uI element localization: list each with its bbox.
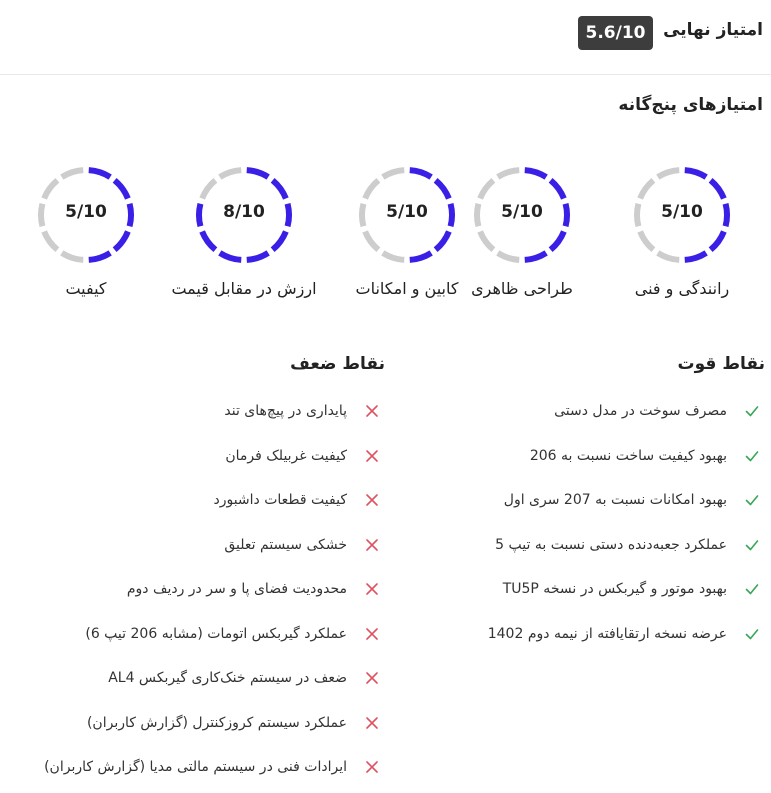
rating-label: کابین و امکانات: [355, 279, 459, 298]
rating-item: [171, 165, 317, 315]
ring-segment: [498, 253, 519, 260]
cross-icon: [363, 758, 381, 776]
check-icon: [743, 402, 761, 420]
ring-segment: [658, 253, 679, 260]
weakness-item: [85, 621, 381, 647]
rating-item: [632, 165, 732, 315]
cross-icon: [363, 669, 381, 687]
cross-icon: [363, 447, 381, 465]
score-header: [0, 0, 771, 75]
strength-text: مصرف سوخت در مدل دستی: [554, 403, 727, 419]
ring-segment: [365, 180, 378, 198]
check-icon: [743, 491, 761, 509]
ring-segment: [273, 231, 286, 249]
ring-segment: [115, 180, 128, 198]
check-icon: [743, 625, 761, 643]
ring-segment: [44, 180, 57, 198]
weakness-text: پایداری در پیچ‌های تند: [224, 403, 347, 419]
rating-value: 5/10: [386, 202, 428, 222]
strength-item: [530, 443, 761, 469]
weakness-text: عملکرد سیستم کروزکنترل (گزارش کاربران): [86, 714, 347, 731]
cross-icon: [363, 402, 381, 420]
ring-segment: [436, 231, 449, 249]
ring-segment: [410, 170, 431, 177]
weakness-item: [224, 398, 381, 424]
rating-item: [357, 165, 457, 315]
ring-segment: [711, 180, 724, 198]
weakness-item: [224, 532, 381, 558]
weakness-text: ایرادات فنی در سیستم مالتی مدیا (گزارش کاربران): [44, 759, 347, 775]
weakness-item: [127, 576, 381, 602]
ring-segment: [436, 180, 449, 198]
strength-text: عملکرد جعبه‌دنده دستی نسبت به تیپ 5: [495, 536, 727, 553]
strength-item: [495, 532, 761, 558]
ring-segment: [640, 180, 653, 198]
weakness-item: [44, 754, 381, 780]
weakness-text: خشکی سیستم تعلیق: [224, 536, 347, 553]
ring-segment: [89, 253, 110, 260]
strength-item: [504, 487, 761, 513]
final-score-label: امتیاز نهایی: [663, 20, 763, 40]
weakness-item: [108, 665, 381, 691]
ring-segment: [480, 231, 493, 249]
ring-segment: [220, 170, 241, 177]
strength-item: [503, 576, 761, 602]
ring-segment: [202, 231, 215, 249]
weakness-text: ضعف در سیستم خنک‌کاری گیربکس AL4: [108, 670, 347, 686]
ring-segment: [711, 231, 724, 249]
weaknesses-title: نقاط ضعف: [290, 354, 385, 374]
ratings-title: امتیازهای پنج‌گانه: [618, 95, 763, 115]
rating-value: 5/10: [65, 202, 107, 222]
weakness-text: عملکرد گیربکس اتومات (مشابه 206 تیپ 6): [85, 625, 347, 642]
strength-text: بهبود کیفیت ساخت نسبت به 206: [529, 447, 727, 464]
ring-segment: [685, 253, 706, 260]
cross-icon: [363, 625, 381, 643]
rating-label: طراحی ظاهری: [471, 279, 573, 298]
ring-segment: [383, 170, 404, 177]
rating-label: کیفیت: [65, 279, 107, 298]
ring-segment: [220, 253, 241, 260]
ring-segment: [498, 170, 519, 177]
weakness-text: محدودیت فضای پا و سر در ردیف دوم: [126, 581, 347, 597]
ring-segment: [247, 170, 268, 177]
ring-segment: [685, 170, 706, 177]
cross-icon: [363, 536, 381, 554]
ring-segment: [410, 253, 431, 260]
ring-segment: [273, 180, 286, 198]
rating-value: 5/10: [501, 202, 543, 222]
check-icon: [743, 536, 761, 554]
strengths-title: نقاط قوت: [677, 354, 765, 374]
strength-text: بهبود موتور و گیربکس در نسخه TU5P: [502, 581, 727, 597]
cross-icon: [363, 491, 381, 509]
rating-value: 8/10: [223, 202, 265, 222]
strength-item: [554, 398, 761, 424]
ring-segment: [44, 231, 57, 249]
weakness-item: [213, 487, 381, 513]
ring-segment: [525, 170, 546, 177]
weakness-text: کیفیت قطعات داشبورد: [213, 492, 347, 508]
rating-item: [36, 165, 136, 315]
rating-label: رانندگی و فنی: [634, 279, 730, 298]
ring-segment: [89, 170, 110, 177]
final-score-badge: 5.6/10: [578, 16, 653, 50]
ring-segment: [658, 170, 679, 177]
ring-segment: [62, 253, 83, 260]
ring-segment: [62, 170, 83, 177]
rating-label: ارزش در مقابل قیمت: [171, 279, 317, 298]
strength-text: عرضه نسخه ارتقایافته از نیمه دوم 1402: [487, 625, 727, 642]
ring-segment: [551, 180, 564, 198]
rating-item: [472, 165, 572, 315]
ring-segment: [640, 231, 653, 249]
strength-text: بهبود امکانات نسبت به 207 سری اول: [503, 492, 727, 508]
ring-segment: [115, 231, 128, 249]
ring-segment: [365, 231, 378, 249]
rating-value: 5/10: [661, 202, 703, 222]
weakness-item: [87, 710, 381, 736]
cross-icon: [363, 580, 381, 598]
weakness-text: کیفیت غربیلک فرمان: [225, 447, 347, 464]
ring-segment: [202, 180, 215, 198]
weakness-item: [225, 443, 381, 469]
check-icon: [743, 447, 761, 465]
ring-segment: [525, 253, 546, 260]
check-icon: [743, 580, 761, 598]
ring-segment: [247, 253, 268, 260]
cross-icon: [363, 714, 381, 732]
ring-segment: [383, 253, 404, 260]
strength-item: [488, 621, 761, 647]
ring-segment: [480, 180, 493, 198]
ring-segment: [551, 231, 564, 249]
